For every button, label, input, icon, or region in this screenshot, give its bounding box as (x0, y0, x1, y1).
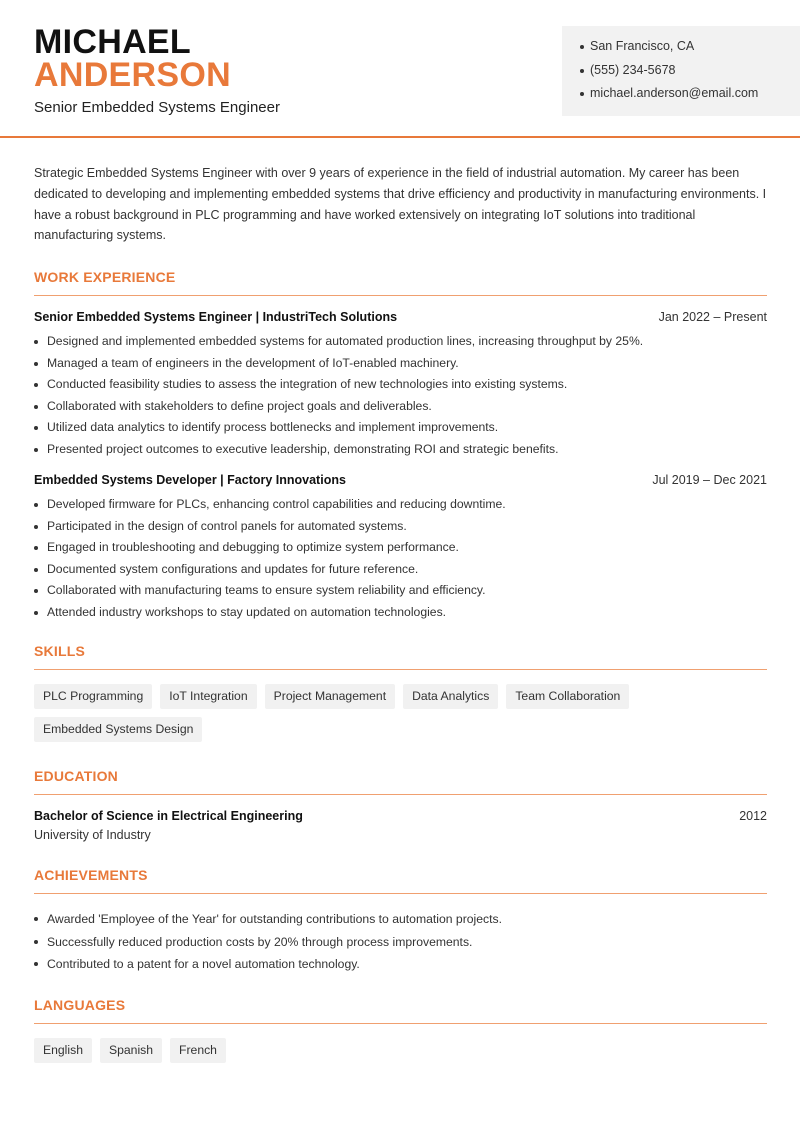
bullet-icon (34, 546, 38, 550)
skills-list (34, 684, 767, 742)
section-title-achievements: ACHIEVEMENTS (34, 867, 767, 894)
contact-box (562, 26, 800, 116)
section-title-skills: SKILLS (34, 643, 767, 670)
list-item-text: Documented system configurations and updates for future reference. (47, 561, 419, 576)
contact-email (580, 85, 800, 109)
language-tag: English (34, 1038, 92, 1063)
skill-tag: IoT Integration (160, 684, 256, 709)
job-heading: Embedded Systems Developer | Factory Innovations (34, 473, 346, 488)
languages-list (34, 1038, 767, 1063)
list-item-text: Collaborated with manufacturing teams to ensure system reliability and efficiency. (47, 583, 486, 598)
bullet-icon (34, 405, 38, 409)
job-header (34, 310, 767, 324)
list-item (34, 537, 767, 559)
skill-tag: Project Management (265, 684, 395, 709)
section-title-education: EDUCATION (34, 768, 767, 795)
summary: Strategic Embedded Systems Engineer with over 9 years of experience in the field of industrial automation. My career has been dedicated to developing and implementing embedded systems that drive efficiency and productivity in manufacturing environments. I have a robust background in PLC programming and have worked extensively on integrating IoT solutions into traditional manufacturing systems. (34, 166, 767, 243)
list-item-text: Engaged in troubleshooting and debugging to optimize system performance. (47, 540, 459, 555)
list-item-text: Successfully reduced production costs by 20% through process improvements. (47, 934, 473, 949)
last-name: ANDERSON (34, 56, 231, 94)
contact-phone-text: (555) 234-5678 (590, 62, 676, 77)
skill-tag: Team Collaboration (506, 684, 629, 709)
language-tag: French (170, 1038, 226, 1063)
job-dates: Jul 2019 – Dec 2021 (652, 473, 767, 488)
achievements-list (34, 908, 767, 976)
list-item-text: Attended industry workshops to stay updated on automation technologies. (47, 604, 447, 619)
job-bullets (34, 331, 767, 460)
bullet-icon (34, 383, 38, 387)
contact-location-text: San Francisco, CA (590, 39, 695, 53)
list-item (34, 602, 767, 624)
bullet-icon (34, 426, 38, 430)
skill-tag: Embedded Systems Design (34, 717, 202, 742)
list-item-text: Awarded 'Employee of the Year' for outstanding contributions to automation projects. (47, 912, 502, 927)
list-item-text: Presented project outcomes to executive leadership, demonstrating ROI and strategic benefits. (47, 441, 559, 456)
list-item-text: Designed and implemented embedded systems for automated production lines, increasing throughput by 25%. (47, 334, 644, 349)
list-item (34, 331, 767, 353)
list-item (34, 908, 767, 931)
contact-email-text: michael.anderson@email.com (590, 86, 759, 100)
list-item-text: Utilized data analytics to identify process bottlenecks and implement improvements. (47, 420, 499, 435)
list-item (34, 353, 767, 375)
education-degree: Bachelor of Science in Electrical Engineering (34, 809, 303, 824)
job-heading: Senior Embedded Systems Engineer | IndustriTech Solutions (34, 310, 398, 325)
list-item (34, 580, 767, 602)
resume-header (0, 0, 800, 138)
list-item-text: Contributed to a patent for a novel automation technology. (47, 957, 360, 972)
education-header (34, 809, 767, 823)
list-item (34, 396, 767, 418)
section-title-languages: LANGUAGES (34, 997, 767, 1024)
list-item-text: Conducted feasibility studies to assess the integration of new technologies into existing systems. (47, 377, 568, 392)
job-bullets (34, 494, 767, 623)
resume-content (34, 163, 767, 1063)
bullet-icon (34, 340, 38, 344)
list-item-text: Developed firmware for PLCs, enhancing control capabilities and reducing downtime. (47, 497, 506, 512)
job-dates: Jan 2022 – Present (658, 310, 767, 325)
list-item-text: Managed a team of engineers in the development of IoT-enabled machinery. (47, 355, 459, 370)
skill-tag: PLC Programming (34, 684, 152, 709)
list-item (34, 439, 767, 461)
list-item-text: Collaborated with stakeholders to define project goals and deliverables. (47, 398, 432, 413)
bullet-icon (34, 940, 38, 944)
bullet-icon (580, 92, 584, 96)
bullet-icon (580, 69, 584, 73)
first-name: MICHAEL (34, 23, 191, 61)
education-entry (34, 809, 767, 842)
bullet-icon (34, 503, 38, 507)
skill-tag: Data Analytics (403, 684, 498, 709)
job-entry (34, 473, 767, 623)
list-item (34, 953, 767, 976)
section-title-experience: WORK EXPERIENCE (34, 269, 767, 296)
education-school: University of Industry (34, 828, 151, 843)
list-item (34, 374, 767, 396)
list-item (34, 516, 767, 538)
bullet-icon (34, 362, 38, 366)
language-tag: Spanish (100, 1038, 162, 1063)
job-entry (34, 310, 767, 460)
bullet-icon (34, 962, 38, 966)
contact-location (580, 38, 800, 62)
bullet-icon (34, 448, 38, 452)
bullet-icon (34, 568, 38, 572)
list-item-text: Participated in the design of control panels for automated systems. (47, 518, 407, 533)
list-item (34, 417, 767, 439)
job-header (34, 473, 767, 487)
contact-phone (580, 62, 800, 86)
bullet-icon (580, 45, 584, 49)
bullet-icon (34, 611, 38, 615)
list-item (34, 931, 767, 954)
job-title: Senior Embedded Systems Engineer (34, 99, 280, 116)
list-item (34, 494, 767, 516)
bullet-icon (34, 589, 38, 593)
bullet-icon (34, 917, 38, 921)
bullet-icon (34, 525, 38, 529)
list-item (34, 559, 767, 581)
education-year: 2012 (739, 809, 767, 824)
